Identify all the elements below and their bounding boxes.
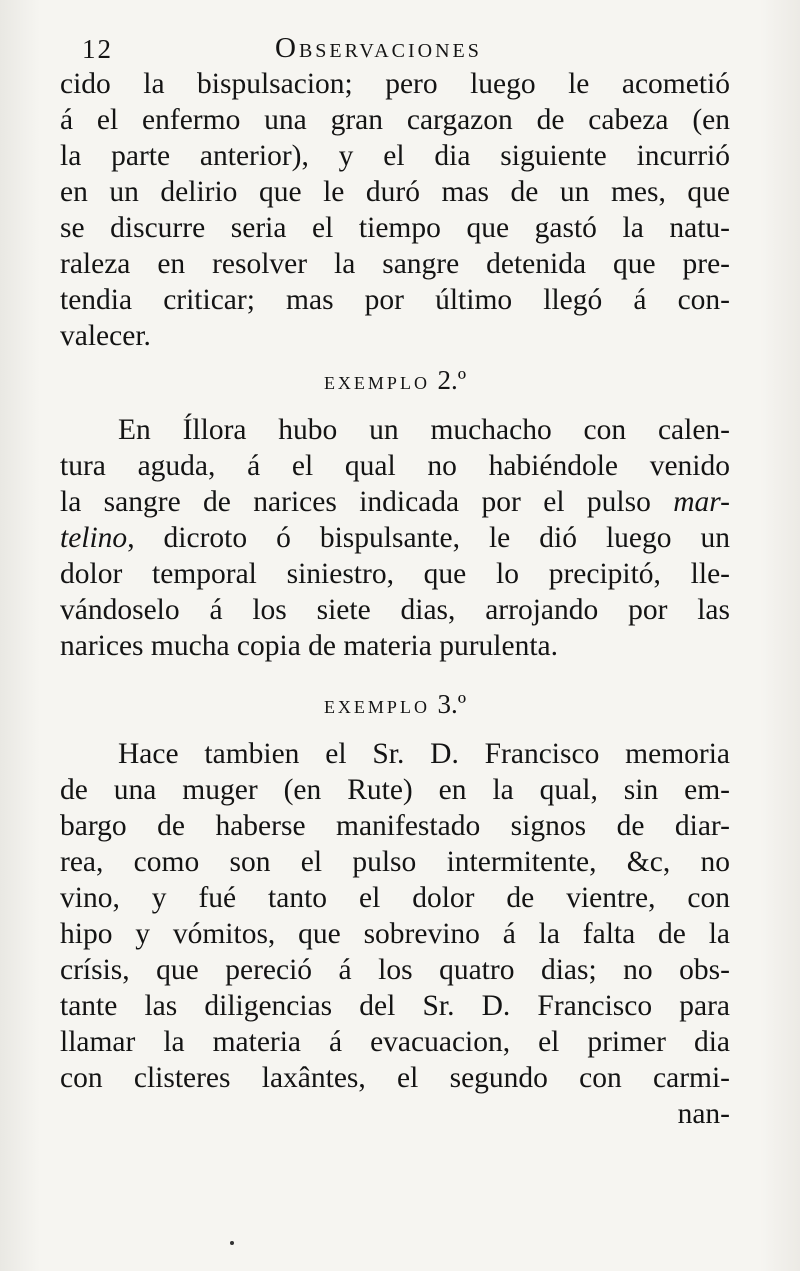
text-line: tante las diligencias del Sr. D. Francisco para — [60, 990, 730, 1022]
text-line: raleza en resolver la sangre detenida que pre- — [60, 248, 730, 280]
page-mark — [230, 1241, 234, 1245]
text-line: rea, como son el pulso intermitente, &c, no — [60, 846, 730, 878]
paragraph-example-3 — [60, 736, 730, 1132]
text-line: cido la bispulsacion; pero luego le acometió — [60, 68, 730, 100]
text-line: En Íllora hubo un muchacho con calen- — [118, 414, 730, 446]
text-line: vino, y fué tanto el dolor de vientre, con — [60, 882, 730, 914]
text-line: narices mucha copia de materia purulenta. — [60, 630, 558, 662]
text-line: dolor temporal siniestro, que lo precipitó, lle- — [60, 558, 730, 590]
text-line: á el enfermo una gran cargazon de cabeza (en — [60, 104, 730, 136]
text-line: tura aguda, á el qual no habiéndole venido — [60, 450, 730, 482]
heading-word: EXEMPLO — [323, 697, 430, 717]
italic-term: mar- — [673, 486, 730, 518]
text-line: de una muger (en Rute) en la qual, sin em- — [60, 774, 730, 806]
heading-number: 2.º — [437, 365, 467, 395]
continued-paragraph — [60, 66, 730, 354]
text-line: hipo y vómitos, que sobrevino á la falta de la — [60, 918, 730, 950]
text-line: vándoselo á los siete dias, arrojando por las — [60, 594, 730, 626]
text-fragment: , dicroto ó bispulsante, le dió luego un — [127, 522, 730, 554]
text-line — [60, 520, 730, 556]
catchword: nan- — [677, 1098, 730, 1130]
text-line: Hace tambien el Sr. D. Francisco memoria — [118, 738, 730, 770]
text-line: llamar la materia á evacuacion, el primer dia — [60, 1026, 730, 1058]
text-line: en un delirio que le duró mas de un mes, que — [60, 176, 730, 208]
text-line: tendia criticar; mas por último llegó á con- — [60, 284, 730, 316]
italic-term: telino — [60, 522, 128, 554]
heading-number: 3.º — [437, 689, 467, 719]
running-head — [60, 26, 730, 66]
page-number: 12 — [82, 34, 113, 64]
paragraph-example-2 — [60, 412, 730, 664]
text-line: se discurre seria el tiempo que gastó la natu- — [60, 212, 730, 244]
heading-word: EXEMPLO — [323, 373, 430, 393]
text-line — [60, 484, 730, 520]
section-heading-example-2 — [60, 362, 730, 398]
body-text — [60, 66, 730, 1132]
running-title: Observaciones — [275, 32, 482, 64]
text-line: crísis, que pereció á los quatro dias; no obs- — [60, 954, 730, 986]
text-line: con clisteres laxântes, el segundo con carmi- — [60, 1062, 730, 1094]
text-fragment: la sangre de narices indicada por el pulso — [60, 486, 651, 518]
text-line: bargo de haberse manifestado signos de diar- — [60, 810, 730, 842]
text-line: valecer. — [60, 320, 151, 352]
text-line: la parte anterior), y el dia siguiente incurrió — [60, 140, 730, 172]
section-heading-example-3 — [60, 686, 730, 722]
